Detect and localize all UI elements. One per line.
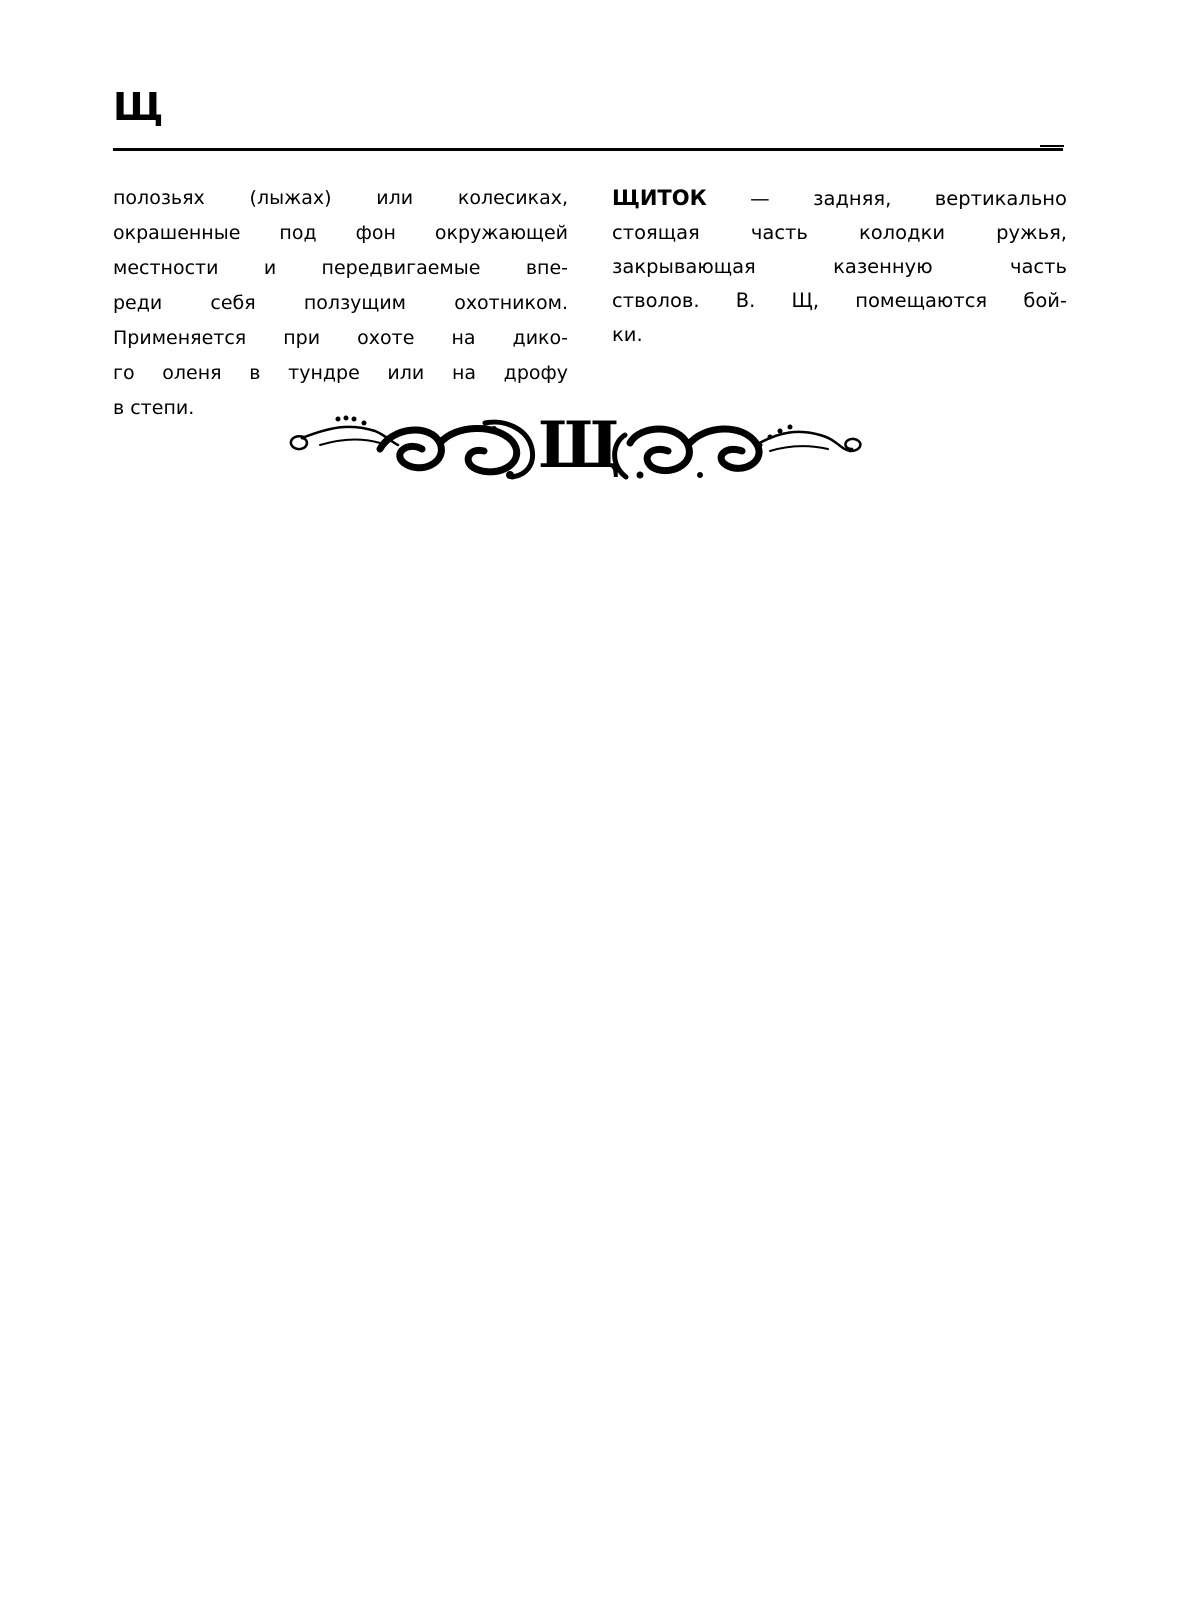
page-section-letter: Щ: [113, 85, 163, 129]
text-line: ки.: [612, 323, 643, 346]
text-line: местности и передвигаемые впе-: [113, 257, 568, 279]
header-rule: [113, 148, 1063, 151]
text-line: закрывающая казенную часть: [612, 255, 1067, 278]
text-line: в степи.: [113, 397, 195, 419]
text-line: полозьях (лыжах) или колесиках,: [113, 187, 568, 209]
entry-definition-start: — задняя, вертикально: [706, 187, 1067, 210]
entry-first-line: [612, 181, 1067, 216]
entry-headword: ЩИТОК: [612, 186, 707, 210]
text-line: Применяется при охоте на дико-: [113, 327, 568, 349]
text-line: стоящая часть колодки ружья,: [612, 221, 1067, 244]
text-line: стволов. В. Щ, помещаются бой-: [612, 289, 1067, 312]
text-line: го оленя в тундре или на дрофу: [113, 362, 568, 384]
header-rule-tail: [1040, 145, 1064, 147]
ornament-letter: Щ: [538, 408, 621, 483]
right-column-entry: [612, 181, 1067, 352]
left-column-text: [113, 181, 568, 426]
text-line: окрашенные под фон окружающей: [113, 222, 568, 244]
text-line: реди себя ползущим охотником.: [113, 292, 568, 314]
